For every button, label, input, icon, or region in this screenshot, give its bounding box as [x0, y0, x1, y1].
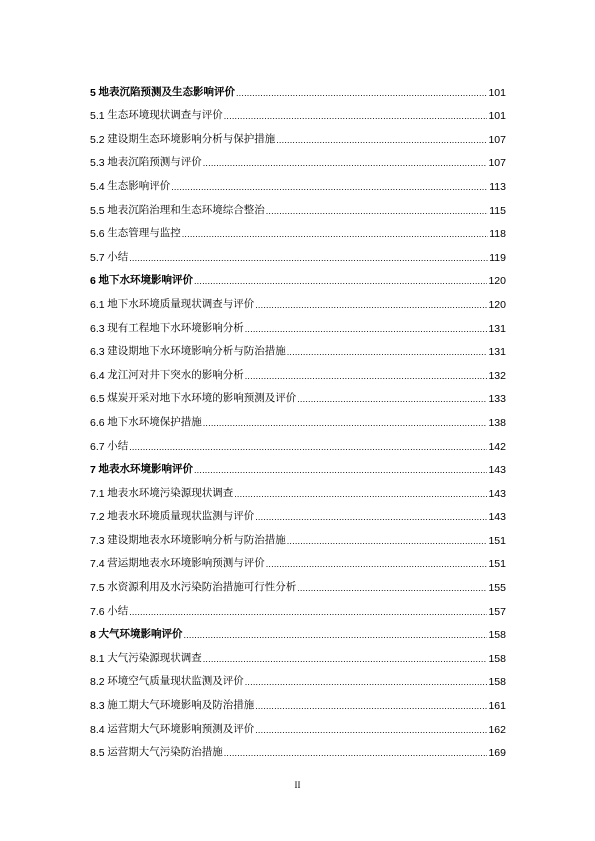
- toc-leader-dots: [129, 251, 488, 265]
- toc-entry-title: 小结: [107, 251, 129, 263]
- toc-entry-title: 建设期生态环境影响分析与保护措施: [107, 133, 276, 145]
- toc-entry-title: 小结: [107, 605, 129, 617]
- toc-entry[interactable]: [90, 501, 506, 525]
- toc-entry[interactable]: [90, 194, 506, 218]
- toc-leader-dots: [266, 204, 489, 218]
- toc-entry-page: 158: [488, 652, 506, 665]
- toc-entry-page: 107: [488, 133, 506, 146]
- toc-entry-page: 131: [488, 346, 506, 359]
- toc-leader-dots: [297, 392, 487, 406]
- toc-entry[interactable]: [90, 737, 506, 761]
- toc-entry-title: 运营期大气污染防治措施: [107, 747, 223, 759]
- toc-leader-dots: [245, 675, 488, 689]
- toc-entry-page: 162: [488, 723, 506, 736]
- toc-leader-dots: [234, 487, 487, 501]
- toc-entry-title: 营运期地表水环境影响预测与评价: [107, 558, 265, 570]
- toc-entry-number: 6.4: [90, 369, 105, 382]
- toc-entry-number: 7: [90, 464, 96, 477]
- toc-leader-dots: [129, 440, 487, 454]
- toc-entry[interactable]: [90, 123, 506, 147]
- toc-entry-number: 5.6: [90, 228, 105, 241]
- toc-entry-title: 建设期地表水环境影响分析与防治措施: [107, 534, 286, 546]
- toc-leader-dots: [245, 322, 488, 336]
- toc-leader-dots: [255, 699, 487, 713]
- toc-entry-title: 煤炭开采对地下水环境的影响预测及评价: [107, 393, 297, 405]
- toc-entry-number: 5.2: [90, 133, 105, 146]
- toc-entry-page: 101: [488, 110, 506, 123]
- toc-entry-page: 120: [488, 275, 506, 288]
- toc-entry[interactable]: [90, 713, 506, 737]
- toc-entry-number: 8.5: [90, 747, 105, 760]
- toc-entry-title: 地下水环境影响评价: [98, 275, 193, 287]
- toc-entry[interactable]: [90, 571, 506, 595]
- toc-entry-page: 120: [488, 298, 506, 311]
- toc-entry-page: 107: [488, 157, 506, 170]
- toc-entry-title: 地下水环境质量现状调查与评价: [107, 298, 255, 310]
- toc-entry-page: 143: [488, 511, 506, 524]
- toc-entry[interactable]: [90, 406, 506, 430]
- toc-entry-page: 142: [488, 440, 506, 453]
- toc-leader-dots: [203, 156, 488, 170]
- toc-entry-title: 龙江河对井下突水的影响分析: [107, 369, 244, 381]
- toc-entry-number: 8.2: [90, 676, 105, 689]
- toc-entry-title: 地表沉陷预测及生态影响评价: [98, 86, 235, 98]
- toc-entry[interactable]: [90, 689, 506, 713]
- toc-leader-dots: [194, 463, 488, 477]
- toc-entry-number: 5.4: [90, 180, 105, 193]
- toc-entry-title: 环境空气质量现状监测及评价: [107, 676, 244, 688]
- toc-leader-dots: [203, 652, 488, 666]
- toc-entry-page: 133: [488, 393, 506, 406]
- toc-leader-dots: [203, 416, 488, 430]
- toc-entry-title: 地表水环境质量现状监测与评价: [107, 511, 255, 523]
- toc-entry[interactable]: [90, 359, 506, 383]
- toc-entry[interactable]: [90, 595, 506, 619]
- toc-leader-dots: [287, 534, 488, 548]
- toc-leader-dots: [171, 180, 488, 194]
- toc-entry-title: 地表水环境影响评价: [98, 464, 193, 476]
- toc-entry-number: 5.3: [90, 157, 105, 170]
- toc-entry-number: 5.1: [90, 110, 105, 123]
- toc-entry-number: 8: [90, 629, 96, 642]
- page-footer-number: II: [294, 780, 301, 790]
- toc-entry[interactable]: [90, 100, 506, 124]
- toc-entry[interactable]: [90, 170, 506, 194]
- toc-entry-number: 5: [90, 86, 96, 99]
- toc-entry[interactable]: [90, 477, 506, 501]
- toc-entry-title: 运营期大气环境影响预测及评价: [107, 723, 255, 735]
- toc-entry-title: 现有工程地下水环境影响分析: [107, 322, 244, 334]
- toc-entry[interactable]: [90, 548, 506, 572]
- toc-entry[interactable]: [90, 336, 506, 360]
- toc-entry-page: 155: [488, 582, 506, 595]
- toc-entry[interactable]: [90, 430, 506, 454]
- toc-entry-title: 生态影响评价: [107, 180, 171, 192]
- toc-entry-title: 建设期地下水环境影响分析与防治措施: [107, 346, 286, 358]
- toc-leader-dots: [255, 510, 487, 524]
- toc-entry-number: 5.7: [90, 251, 105, 264]
- toc-entry-number: 6.5: [90, 393, 105, 406]
- toc-entry-page: 143: [488, 464, 506, 477]
- toc-leader-dots: [236, 86, 488, 100]
- toc-entry-page: 118: [489, 228, 506, 241]
- toc-leader-dots: [183, 628, 487, 642]
- toc-entry[interactable]: [90, 147, 506, 171]
- toc-entry[interactable]: [90, 454, 506, 478]
- toc-entry-title: 生态环境现状调查与评价: [107, 110, 223, 122]
- toc-entry-number: 8.4: [90, 723, 105, 736]
- toc-entry-title: 生态管理与监控: [107, 228, 181, 240]
- toc-leader-dots: [129, 605, 487, 619]
- toc-leader-dots: [245, 369, 488, 383]
- toc-entry-page: 157: [488, 605, 506, 618]
- toc-leader-dots: [224, 109, 488, 123]
- toc-entry[interactable]: [90, 312, 506, 336]
- toc-entry-page: 151: [488, 558, 506, 571]
- toc-entry-number: 7.3: [90, 534, 105, 547]
- toc-entry[interactable]: [90, 619, 506, 643]
- toc-entry-number: 6.3: [90, 346, 105, 359]
- toc-entry-page: 169: [488, 747, 506, 760]
- toc-entry-page: 158: [488, 676, 506, 689]
- toc-entry-page: 143: [488, 487, 506, 500]
- toc-entry-page: 138: [488, 416, 506, 429]
- toc-entry-number: 7.1: [90, 487, 105, 500]
- toc-entry-page: 158: [488, 629, 506, 642]
- toc-entry-page: 119: [489, 251, 506, 264]
- toc-entry-page: 131: [488, 322, 506, 335]
- toc-entry-page: 151: [488, 534, 506, 547]
- table-of-contents: [90, 76, 506, 760]
- toc-leader-dots: [255, 298, 487, 312]
- toc-entry-title: 施工期大气环境影响及防治措施: [107, 700, 255, 712]
- toc-entry-page: 113: [489, 180, 506, 193]
- toc-leader-dots: [297, 581, 487, 595]
- toc-entry-title: 水资源利用及水污染防治措施可行性分析: [107, 582, 297, 594]
- toc-entry[interactable]: [90, 218, 506, 242]
- toc-entry-title: 地表沉陷预测与评价: [107, 157, 202, 169]
- toc-entry-page: 132: [488, 369, 506, 382]
- toc-entry[interactable]: [90, 241, 506, 265]
- toc-entry-number: 6: [90, 275, 96, 288]
- toc-entry-title: 小结: [107, 440, 129, 452]
- toc-entry-number: 6.7: [90, 440, 105, 453]
- toc-entry-title: 地表沉陷治理和生态环境综合整治: [107, 204, 265, 216]
- toc-entry-title: 大气环境影响评价: [98, 629, 183, 641]
- toc-entry[interactable]: [90, 76, 506, 100]
- toc-entry-title: 大气污染源现状调查: [107, 652, 202, 664]
- toc-entry-number: 6.6: [90, 416, 105, 429]
- toc-leader-dots: [266, 557, 488, 571]
- toc-entry-page: 115: [489, 204, 506, 217]
- toc-entry[interactable]: [90, 265, 506, 289]
- toc-entry-number: 7.6: [90, 605, 105, 618]
- toc-entry-number: 7.2: [90, 511, 105, 524]
- toc-entry-title: 地下水环境保护措施: [107, 416, 202, 428]
- toc-entry[interactable]: [90, 383, 506, 407]
- toc-leader-dots: [224, 746, 488, 760]
- toc-leader-dots: [287, 345, 488, 359]
- toc-entry-number: 8.1: [90, 652, 105, 665]
- toc-leader-dots: [194, 274, 488, 288]
- toc-entry-title: 地表水环境污染源现状调查: [107, 487, 234, 499]
- toc-entry[interactable]: [90, 524, 506, 548]
- toc-entry-page: 101: [488, 86, 506, 99]
- toc-entry[interactable]: [90, 642, 506, 666]
- toc-entry[interactable]: [90, 288, 506, 312]
- toc-entry-page: 161: [488, 700, 506, 713]
- toc-entry-number: 6.3: [90, 322, 105, 335]
- toc-leader-dots: [255, 723, 487, 737]
- toc-entry-number: 7.4: [90, 558, 105, 571]
- toc-entry-number: 7.5: [90, 582, 105, 595]
- toc-leader-dots: [182, 227, 489, 241]
- toc-entry-number: 6.1: [90, 298, 105, 311]
- toc-entry-number: 5.5: [90, 204, 105, 217]
- toc-leader-dots: [276, 133, 487, 147]
- toc-entry-number: 8.3: [90, 700, 105, 713]
- toc-entry[interactable]: [90, 666, 506, 690]
